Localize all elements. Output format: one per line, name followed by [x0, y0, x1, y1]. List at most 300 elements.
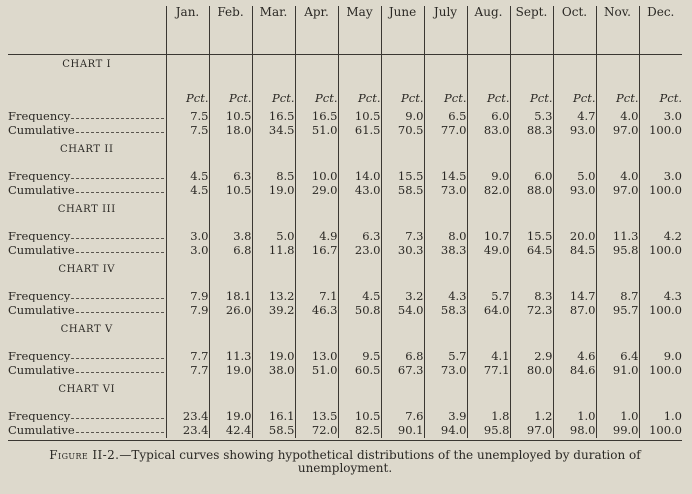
empty-cell — [553, 138, 596, 159]
frequency-value: 3.8 — [209, 230, 252, 244]
cumulative-label-cell — [8, 304, 166, 318]
unit-blank — [8, 74, 166, 111]
empty-cell — [381, 318, 424, 339]
empty-cell — [166, 318, 209, 339]
frequency-value: 8.7 — [596, 290, 639, 304]
empty-cell — [639, 198, 682, 219]
dot-leader — [76, 312, 164, 313]
empty-cell — [209, 378, 252, 399]
empty-cell — [510, 318, 553, 339]
unit-cell: Pct. — [252, 74, 295, 111]
empty-cell — [252, 55, 295, 74]
cumulative-value: 100.0 — [639, 184, 682, 198]
cumulative-value: 42.4 — [209, 424, 252, 438]
cumulative-value: 39.2 — [252, 304, 295, 318]
frequency-value: 4.5 — [338, 290, 381, 304]
cumulative-label-cell — [8, 364, 166, 378]
cumulative-value: 30.3 — [381, 244, 424, 258]
figure-caption-text: —Typical curves showing hypothetical distributions of the unemployed by duration of unemployment. — [119, 448, 641, 475]
frequency-value: 14.5 — [424, 170, 467, 184]
empty-cell — [553, 258, 596, 279]
empty-cell — [596, 258, 639, 279]
frequency-value: 3.2 — [381, 290, 424, 304]
frequency-value: 10.5 — [209, 110, 252, 124]
empty-cell — [424, 138, 467, 159]
frequency-value: 13.2 — [252, 290, 295, 304]
unit-cell: Pct. — [424, 74, 467, 111]
frequency-label-cell — [8, 350, 166, 364]
cumulative-value: 100.0 — [639, 304, 682, 318]
dot-leader — [76, 192, 164, 193]
frequency-value: 16.5 — [252, 110, 295, 124]
empty-cell — [510, 378, 553, 399]
header-blank — [8, 6, 166, 55]
cumulative-value: 83.0 — [467, 124, 510, 138]
cumulative-value: 51.0 — [295, 364, 338, 378]
empty-cell — [553, 318, 596, 339]
cumulative-label — [8, 304, 166, 316]
unit-cell: Pct. — [553, 74, 596, 111]
empty-cell — [424, 55, 467, 74]
cumulative-value: 11.8 — [252, 244, 295, 258]
cumulative-value: 46.3 — [295, 304, 338, 318]
frequency-value: 4.1 — [467, 350, 510, 364]
cumulative-value: 26.0 — [209, 304, 252, 318]
frequency-value: 10.0 — [295, 170, 338, 184]
frequency-label — [8, 170, 166, 182]
cumulative-row — [8, 304, 682, 318]
cumulative-label — [8, 124, 166, 136]
frequency-value: 6.3 — [338, 230, 381, 244]
month-header: Apr. — [295, 6, 338, 55]
cumulative-value: 90.1 — [381, 424, 424, 438]
unit-cell: Pct. — [381, 74, 424, 111]
cumulative-value: 84.5 — [553, 244, 596, 258]
cumulative-value: 7.5 — [166, 124, 209, 138]
empty-cell — [166, 378, 209, 399]
cumulative-label-text: Cumulative — [8, 124, 75, 137]
empty-cell — [467, 55, 510, 74]
unit-cell: Pct. — [166, 74, 209, 111]
frequency-label-cell — [8, 230, 166, 244]
frequency-label-text: Frequency — [8, 290, 71, 303]
empty-cell — [596, 378, 639, 399]
frequency-value: 6.3 — [209, 170, 252, 184]
month-header: Jan. — [166, 6, 209, 55]
empty-cell — [166, 198, 209, 219]
empty-cell — [381, 55, 424, 74]
empty-cell — [424, 198, 467, 219]
empty-cell — [166, 138, 209, 159]
frequency-value: 10.5 — [338, 410, 381, 424]
frequency-value: 8.0 — [424, 230, 467, 244]
empty-cell — [252, 378, 295, 399]
frequency-value: 3.0 — [639, 110, 682, 124]
figure-label: Figure II-2. — [49, 448, 120, 462]
cumulative-value: 16.7 — [295, 244, 338, 258]
frequency-value: 16.1 — [252, 410, 295, 424]
frequency-value: 5.7 — [424, 350, 467, 364]
cumulative-value: 99.0 — [596, 424, 639, 438]
chart-title: CHART II — [60, 144, 114, 156]
cumulative-value: 43.0 — [338, 184, 381, 198]
cumulative-value: 100.0 — [639, 124, 682, 138]
empty-cell — [553, 55, 596, 74]
chart-title-row — [8, 258, 682, 279]
empty-cell — [252, 138, 295, 159]
frequency-value: 1.0 — [553, 410, 596, 424]
cumulative-value: 77.0 — [424, 124, 467, 138]
frequency-value: 5.7 — [467, 290, 510, 304]
dot-leader — [71, 298, 163, 299]
cumulative-value: 64.0 — [467, 304, 510, 318]
frequency-row — [8, 230, 682, 244]
frequency-value: 3.0 — [166, 230, 209, 244]
frequency-value: 10.7 — [467, 230, 510, 244]
empty-cell — [295, 378, 338, 399]
frequency-value: 5.0 — [553, 170, 596, 184]
cumulative-value: 82.5 — [338, 424, 381, 438]
chart-title: CHART VI — [58, 383, 116, 395]
unit-cell: Pct. — [209, 74, 252, 111]
cumulative-value: 64.5 — [510, 244, 553, 258]
cumulative-value: 94.0 — [424, 424, 467, 438]
empty-cell — [381, 258, 424, 279]
table-body — [8, 55, 682, 439]
cumulative-value: 67.3 — [381, 364, 424, 378]
empty-cell — [553, 378, 596, 399]
cumulative-row — [8, 184, 682, 198]
frequency-value: 9.0 — [467, 170, 510, 184]
empty-cell — [295, 258, 338, 279]
cumulative-row — [8, 364, 682, 378]
cumulative-row — [8, 424, 682, 438]
month-header: Mar. — [252, 6, 295, 55]
month-header: Nov. — [596, 6, 639, 55]
frequency-value: 8.5 — [252, 170, 295, 184]
frequency-value: 4.3 — [639, 290, 682, 304]
frequency-value: 18.1 — [209, 290, 252, 304]
frequency-value: 14.7 — [553, 290, 596, 304]
frequency-label — [8, 290, 166, 302]
empty-cell — [596, 198, 639, 219]
cumulative-value: 72.3 — [510, 304, 553, 318]
cumulative-value: 6.8 — [209, 244, 252, 258]
empty-cell — [252, 258, 295, 279]
cumulative-value: 88.0 — [510, 184, 553, 198]
cumulative-value: 98.0 — [553, 424, 596, 438]
month-header: Feb. — [209, 6, 252, 55]
frequency-value: 4.0 — [596, 170, 639, 184]
frequency-value: 13.0 — [295, 350, 338, 364]
cumulative-value: 58.5 — [252, 424, 295, 438]
empty-cell — [295, 198, 338, 219]
frequency-value: 4.2 — [639, 230, 682, 244]
frequency-label-text: Frequency — [8, 170, 71, 183]
frequency-value: 16.5 — [295, 110, 338, 124]
frequency-row — [8, 410, 682, 424]
cumulative-value: 34.5 — [252, 124, 295, 138]
spacer-cell — [8, 219, 166, 231]
chart-title-row — [8, 138, 682, 159]
cumulative-value: 3.0 — [166, 244, 209, 258]
empty-cell — [639, 378, 682, 399]
cumulative-value: 49.0 — [467, 244, 510, 258]
dot-leader — [71, 118, 163, 119]
frequency-value: 7.6 — [381, 410, 424, 424]
frequency-value: 9.0 — [381, 110, 424, 124]
frequency-value: 10.5 — [338, 110, 381, 124]
unit-row — [8, 74, 682, 111]
empty-cell — [338, 258, 381, 279]
empty-cell — [596, 318, 639, 339]
frequency-value: 15.5 — [510, 230, 553, 244]
cumulative-value: 73.0 — [424, 184, 467, 198]
figure-caption — [8, 440, 682, 475]
frequency-value: 4.5 — [166, 170, 209, 184]
cumulative-value: 58.5 — [381, 184, 424, 198]
duration-distribution-table — [8, 6, 682, 438]
spacer-cell — [8, 279, 166, 291]
cumulative-value: 18.0 — [209, 124, 252, 138]
chart-title: CHART IV — [58, 263, 116, 275]
frequency-value: 11.3 — [596, 230, 639, 244]
unit-cell: Pct. — [596, 74, 639, 111]
empty-cell — [639, 138, 682, 159]
empty-cell — [467, 198, 510, 219]
frequency-row — [8, 290, 682, 304]
cumulative-value: 23.4 — [166, 424, 209, 438]
chart-title: CHART I — [62, 59, 112, 70]
cumulative-value: 87.0 — [553, 304, 596, 318]
cumulative-value: 93.0 — [553, 124, 596, 138]
cumulative-value: 80.0 — [510, 364, 553, 378]
empty-cell — [639, 55, 682, 74]
cumulative-label — [8, 244, 166, 256]
empty-cell — [639, 258, 682, 279]
empty-cell — [639, 318, 682, 339]
month-header: June — [381, 6, 424, 55]
cumulative-value: 50.8 — [338, 304, 381, 318]
empty-cell — [295, 55, 338, 74]
cumulative-value: 100.0 — [639, 364, 682, 378]
chart-title-row — [8, 378, 682, 399]
month-header: July — [424, 6, 467, 55]
frequency-value: 1.8 — [467, 410, 510, 424]
empty-cell — [510, 258, 553, 279]
cumulative-value: 38.3 — [424, 244, 467, 258]
empty-cell — [510, 198, 553, 219]
frequency-label-text: Frequency — [8, 350, 71, 363]
frequency-label — [8, 350, 166, 362]
frequency-label-cell — [8, 290, 166, 304]
cumulative-value: 58.3 — [424, 304, 467, 318]
frequency-row — [8, 170, 682, 184]
dot-leader — [76, 132, 164, 133]
empty-cell — [252, 198, 295, 219]
chart-title-row — [8, 198, 682, 219]
dot-leader — [76, 372, 164, 373]
frequency-row — [8, 350, 682, 364]
empty-cell — [381, 138, 424, 159]
dot-leader — [71, 238, 163, 239]
cumulative-value: 88.3 — [510, 124, 553, 138]
frequency-value: 4.7 — [553, 110, 596, 124]
cumulative-value: 7.7 — [166, 364, 209, 378]
frequency-value: 6.5 — [424, 110, 467, 124]
cumulative-value: 60.5 — [338, 364, 381, 378]
unit-cell: Pct. — [295, 74, 338, 111]
frequency-value: 4.9 — [295, 230, 338, 244]
frequency-value: 3.0 — [639, 170, 682, 184]
empty-cell — [467, 258, 510, 279]
cumulative-value: 95.7 — [596, 304, 639, 318]
empty-cell — [209, 198, 252, 219]
empty-cell — [467, 138, 510, 159]
cumulative-value: 97.0 — [510, 424, 553, 438]
frequency-label-cell — [8, 410, 166, 424]
empty-cell — [209, 258, 252, 279]
frequency-value: 15.5 — [381, 170, 424, 184]
cumulative-value: 23.0 — [338, 244, 381, 258]
unit-cell: Pct. — [338, 74, 381, 111]
cumulative-label-cell — [8, 184, 166, 198]
cumulative-label — [8, 184, 166, 196]
dot-leader — [71, 418, 163, 419]
empty-cell — [553, 198, 596, 219]
empty-cell — [338, 138, 381, 159]
cumulative-value: 91.0 — [596, 364, 639, 378]
frequency-value: 9.5 — [338, 350, 381, 364]
cumulative-value: 95.8 — [596, 244, 639, 258]
month-header-row — [8, 6, 682, 55]
frequency-value: 13.5 — [295, 410, 338, 424]
frequency-label — [8, 110, 166, 122]
spacer-cell — [8, 339, 166, 351]
frequency-value: 7.3 — [381, 230, 424, 244]
cumulative-row — [8, 124, 682, 138]
frequency-value: 6.4 — [596, 350, 639, 364]
spacer-cell — [8, 159, 166, 171]
cumulative-value: 19.0 — [252, 184, 295, 198]
empty-cell — [209, 55, 252, 74]
empty-cell — [338, 198, 381, 219]
frequency-value: 11.3 — [209, 350, 252, 364]
cumulative-label-text: Cumulative — [8, 364, 75, 376]
cumulative-value: 97.0 — [596, 124, 639, 138]
frequency-label-cell — [8, 170, 166, 184]
cumulative-row — [8, 244, 682, 258]
frequency-label-text: Frequency — [8, 410, 71, 423]
month-header: Dec. — [639, 6, 682, 55]
empty-cell — [252, 318, 295, 339]
frequency-value: 7.9 — [166, 290, 209, 304]
frequency-value: 4.0 — [596, 110, 639, 124]
empty-cell — [467, 318, 510, 339]
unit-cell: Pct. — [510, 74, 553, 111]
cumulative-value: 77.1 — [467, 364, 510, 378]
empty-cell — [338, 378, 381, 399]
frequency-value: 5.3 — [510, 110, 553, 124]
empty-cell — [467, 378, 510, 399]
frequency-label-cell — [8, 110, 166, 124]
cumulative-value: 100.0 — [639, 244, 682, 258]
frequency-value: 7.7 — [166, 350, 209, 364]
frequency-value: 9.0 — [639, 350, 682, 364]
empty-cell — [424, 258, 467, 279]
month-header: Sept. — [510, 6, 553, 55]
frequency-value: 3.9 — [424, 410, 467, 424]
empty-cell — [338, 318, 381, 339]
frequency-value: 4.3 — [424, 290, 467, 304]
frequency-value: 1.0 — [639, 410, 682, 424]
chart-title: CHART III — [57, 204, 116, 216]
frequency-value: 5.0 — [252, 230, 295, 244]
cumulative-label-cell — [8, 244, 166, 258]
frequency-value: 1.2 — [510, 410, 553, 424]
frequency-value: 19.0 — [209, 410, 252, 424]
dot-leader — [71, 178, 163, 179]
cumulative-label-text: Cumulative — [8, 304, 75, 317]
cumulative-label-text: Cumulative — [8, 244, 75, 257]
empty-cell — [510, 138, 553, 159]
dot-leader — [71, 358, 163, 359]
cumulative-value: 84.6 — [553, 364, 596, 378]
spacer-cell — [8, 399, 166, 411]
cumulative-value: 38.0 — [252, 364, 295, 378]
cumulative-value: 82.0 — [467, 184, 510, 198]
dot-leader — [76, 432, 164, 433]
empty-cell — [338, 55, 381, 74]
cumulative-value: 70.5 — [381, 124, 424, 138]
frequency-value: 6.0 — [467, 110, 510, 124]
chart-title-row — [8, 318, 682, 339]
month-header: Oct. — [553, 6, 596, 55]
frequency-label — [8, 230, 166, 242]
empty-cell — [381, 198, 424, 219]
frequency-value: 4.6 — [553, 350, 596, 364]
dot-leader — [76, 252, 164, 253]
cumulative-value: 61.5 — [338, 124, 381, 138]
cumulative-label — [8, 364, 166, 376]
empty-cell — [424, 378, 467, 399]
frequency-label-text: Frequency — [8, 110, 71, 123]
empty-cell — [209, 318, 252, 339]
frequency-value: 7.5 — [166, 110, 209, 124]
frequency-value: 8.3 — [510, 290, 553, 304]
cumulative-value: 72.0 — [295, 424, 338, 438]
frequency-value: 14.0 — [338, 170, 381, 184]
frequency-value: 1.0 — [596, 410, 639, 424]
table-header — [8, 6, 682, 55]
unit-cell: Pct. — [467, 74, 510, 111]
cumulative-value: 4.5 — [166, 184, 209, 198]
empty-cell — [596, 138, 639, 159]
empty-cell — [295, 138, 338, 159]
month-header: Aug. — [467, 6, 510, 55]
frequency-value: 7.1 — [295, 290, 338, 304]
cumulative-value: 73.0 — [424, 364, 467, 378]
empty-cell — [596, 55, 639, 74]
empty-cell — [424, 318, 467, 339]
cumulative-value: 19.0 — [209, 364, 252, 378]
frequency-label — [8, 410, 166, 422]
unit-cell: Pct. — [639, 74, 682, 111]
cumulative-value: 7.9 — [166, 304, 209, 318]
frequency-label-text: Frequency — [8, 230, 71, 243]
chart-title-row — [8, 55, 682, 74]
frequency-value: 2.9 — [510, 350, 553, 364]
